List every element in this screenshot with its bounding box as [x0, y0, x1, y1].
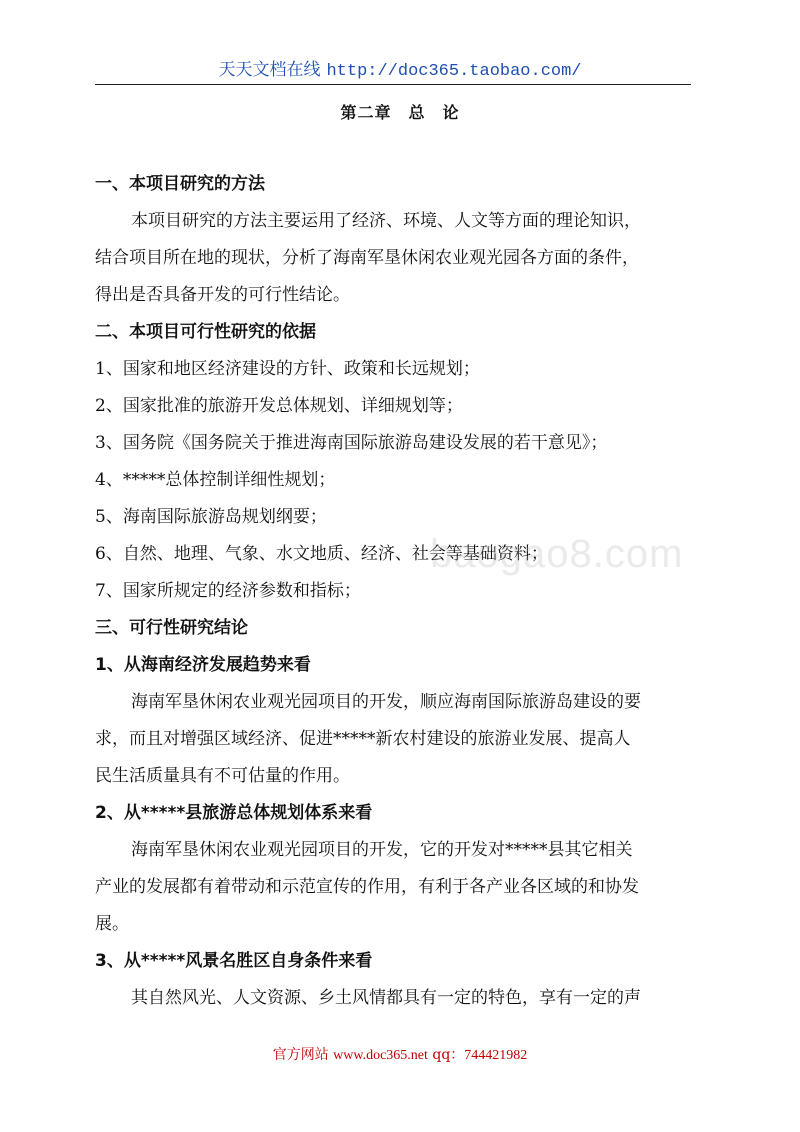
footer-qq-number: 744421982	[464, 1048, 528, 1063]
paragraph-line: 结合项目所在地的现状，分析了海南军垦休闲农业观光园各方面的条件，	[95, 248, 639, 268]
footer-qq-label: qq：	[432, 1047, 465, 1063]
list-item: 3、国务院《国务院关于推进海南国际旅游岛建设发展的若干意见》；	[95, 433, 608, 453]
list-item: 4、*****总体控制详细性规划；	[95, 470, 336, 490]
paragraph-line: 其自然风光、人文资源、乡土风情都具有一定的特色，享有一定的声	[131, 988, 641, 1008]
paragraph-line: 展。	[95, 914, 129, 934]
subheading: 1、从海南经济发展趋势来看	[95, 655, 311, 675]
footer-site-link[interactable]: www.doc365.net	[333, 1048, 428, 1063]
section-heading-1: 一、本项目研究的方法	[95, 174, 265, 194]
chapter-title: 第二章 总 论	[340, 103, 460, 122]
page-header	[0, 58, 800, 84]
watermark-text: baogao8.com	[430, 532, 684, 576]
list-item: 7、国家所规定的经济参数和指标；	[95, 581, 361, 601]
footer-label: 官方网站	[272, 1047, 329, 1063]
list-item: 5、海南国际旅游岛规划纲要；	[95, 507, 327, 527]
section-heading-2: 二、本项目可行性研究的依据	[95, 322, 316, 342]
list-item: 1、国家和地区经济建设的方针、政策和长远规划；	[95, 359, 480, 379]
paragraph-line: 民生活质量具有不可估量的作用。	[95, 766, 350, 786]
subheading: 3、从*****风景名胜区自身条件来看	[95, 951, 373, 971]
paragraph-line: 求，而且对增强区域经济、促进*****新农村建设的旅游业发展、提高人	[95, 729, 631, 749]
header-site-name: 天天文档在线	[218, 60, 321, 80]
paragraph-line: 本项目研究的方法主要运用了经济、环境、人文等方面的理论知识，	[131, 211, 641, 231]
section-heading-3: 三、可行性研究结论	[95, 618, 248, 638]
paragraph-line: 海南军垦休闲农业观光园项目的开发，顺应海南国际旅游岛建设的要	[131, 692, 641, 712]
page-footer	[0, 1044, 800, 1064]
paragraph-line: 海南军垦休闲农业观光园项目的开发，它的开发对*****县其它相关	[131, 840, 633, 860]
list-item: 6、自然、地理、气象、水文地质、经济、社会等基础资料；	[95, 544, 548, 564]
list-item: 2、国家批准的旅游开发总体规划、详细规划等；	[95, 396, 463, 416]
document-body	[95, 166, 691, 1017]
header-url-link[interactable]: http://doc365.taobao.com/	[326, 62, 582, 81]
header-divider	[95, 84, 691, 85]
paragraph-line: 得出是否具备开发的可行性结论。	[95, 285, 350, 305]
subheading: 2、从*****县旅游总体规划体系来看	[95, 803, 373, 823]
paragraph-line: 产业的发展都有着带动和示范宣传的作用，有利于各产业各区域的和协发	[95, 877, 639, 897]
